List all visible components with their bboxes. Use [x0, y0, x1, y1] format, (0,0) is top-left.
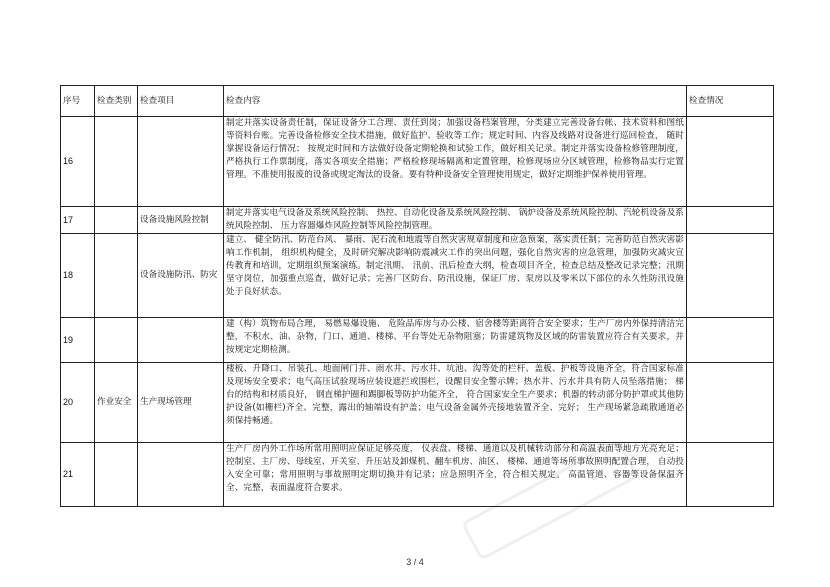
row-content: 制定并落实设备责任制，保证设备分工合理、责任到岗；加强设备档案管理，分类建立完善设备台帐、技术资料和图纸等资料台账。完善设备检修安全技术措施，做好监护、验收等工作；规定时间、内容及线路对设备进行巡回检查， 随时掌握设备运行情况； 按规定时间和方法做好设备定期轮换和试验工作，做好相关记录。制定并落实设备检修管理制度，严格执行工作票制度，落实各项安全措施；严格检修现场隔离和定置管理，检修现场应分区域管理，检修物品实行定置管理。不准使用报废的设备或规定淘汰的设备。要有特种设备安全管理使用规定，做好定期维护保养使用管理。 [224, 117, 687, 207]
page-number: 3 / 4 [406, 557, 424, 567]
table-row [61, 363, 774, 443]
row-status [687, 363, 774, 443]
row-status [687, 318, 774, 363]
row-content: 楼板、升降口、吊装孔、地面闸门井、雨水井、污水井、坑池、沟等处的栏杆、盖板、护板等设施齐全，符合国家标准及现场安全要求；电气高压试验现场应装设遮拦或围栏，设醒目安全警示牌；热水井、污水井具有防人员坠落措施； 梯台的结构和材质良好， 钢直梯护圈和踢脚板等防护功能齐全， 符合国家安全生产要求；机器的转动部分防护罩或其他防护设备(如栅栏)齐全、完整，露出的轴端设有护盖；电气设备金属外壳接地装置齐全、完好； 生产现场紧急疏散通道必须保持畅通。 [224, 363, 687, 443]
row-status [687, 234, 774, 318]
table-row [61, 234, 774, 318]
row-item: 生产现场管理 [138, 363, 224, 443]
row-number: 21 [61, 443, 95, 507]
header-item: 检查项目 [138, 86, 224, 117]
row-category [95, 117, 138, 207]
row-number: 20 [61, 363, 95, 443]
row-status [687, 207, 774, 234]
row-item [138, 318, 224, 363]
row-category [95, 207, 138, 234]
row-item [138, 443, 224, 507]
row-category [95, 318, 138, 363]
header-seq: 序号 [61, 86, 95, 117]
row-number: 16 [61, 117, 95, 207]
row-content: 制定并落实电气设备及系统风险控制、 热控、自动化设备及系统风险控制、 锅炉设备及系统风险控制、汽轮机设备及系统风险控制、 压力容器爆炸风险控制等风险控制管理。 [224, 207, 687, 234]
row-category [95, 443, 138, 507]
table-row [61, 117, 774, 207]
table-row [61, 318, 774, 363]
row-item: 设备设施防汛、防灾 [138, 234, 224, 318]
table-row [61, 207, 774, 234]
row-content: 建立、 健全防汛、防范台风、 暴雨、泥石流和地震等自然灾害规章制度和应急预案，落实责任制；完善防范自然灾害影响工作机制， 组织机构健全，及时研究解决影响防震减灾工作的突出问题，强化自然灾害的应急管理，加强防灾减灾宣传教育和培训，定期组织预案演练。制定汛期、 汛前、汛后检查大纲，检查项目齐全，检查总结及整改记录完整；汛期坚守岗位，加强重点巡查，做好记录；完善厂区防台、防汛设施，保证厂房、泵房以及零米以下部位的永久性防汛设施处于良好状态。 [224, 234, 687, 318]
row-number: 19 [61, 318, 95, 363]
row-category [95, 234, 138, 318]
row-item: 设备设施风险控制 [138, 207, 224, 234]
table-row [61, 443, 774, 507]
row-category: 作业安全 [95, 363, 138, 443]
row-item [138, 117, 224, 207]
header-status: 检查情况 [687, 86, 774, 117]
header-row [61, 86, 774, 117]
header-content: 检查内容 [224, 86, 687, 117]
inspection-table [60, 85, 774, 507]
row-status [687, 117, 774, 207]
row-status [687, 443, 774, 507]
row-content: 生产厂房内外工作场所常用照明应保证足够亮度， 仪表盘、楼梯、通道以及机械转动部分和高温表面等地方光亮充足；控制室、主厂房、母线室、开关室、升压站及卸煤机、翻车机房、油区、 楼梯、通道等场所事故照明配置合理， 自动投入安全可靠；常用照明与事故照明定期切换并有记录；应急照明齐全，符合相关规定。 高温管道、容器等设备保温齐全、完整，表面温度符合要求。 [224, 443, 687, 507]
header-category: 检查类别 [95, 86, 138, 117]
row-content: 建（构）筑物布局合理， 易燃易爆设施、 危险品库房与办公楼、宿舍楼等距离符合安全要求；生产厂房内外保持清洁完整，不积水、油、杂物，门口、通道、楼梯、平台等处无杂物阻塞；防雷建筑物及区域的防雷装置应符合有关要求，并按规定定期检测。 [224, 318, 687, 363]
row-number: 17 [61, 207, 95, 234]
row-number: 18 [61, 234, 95, 318]
